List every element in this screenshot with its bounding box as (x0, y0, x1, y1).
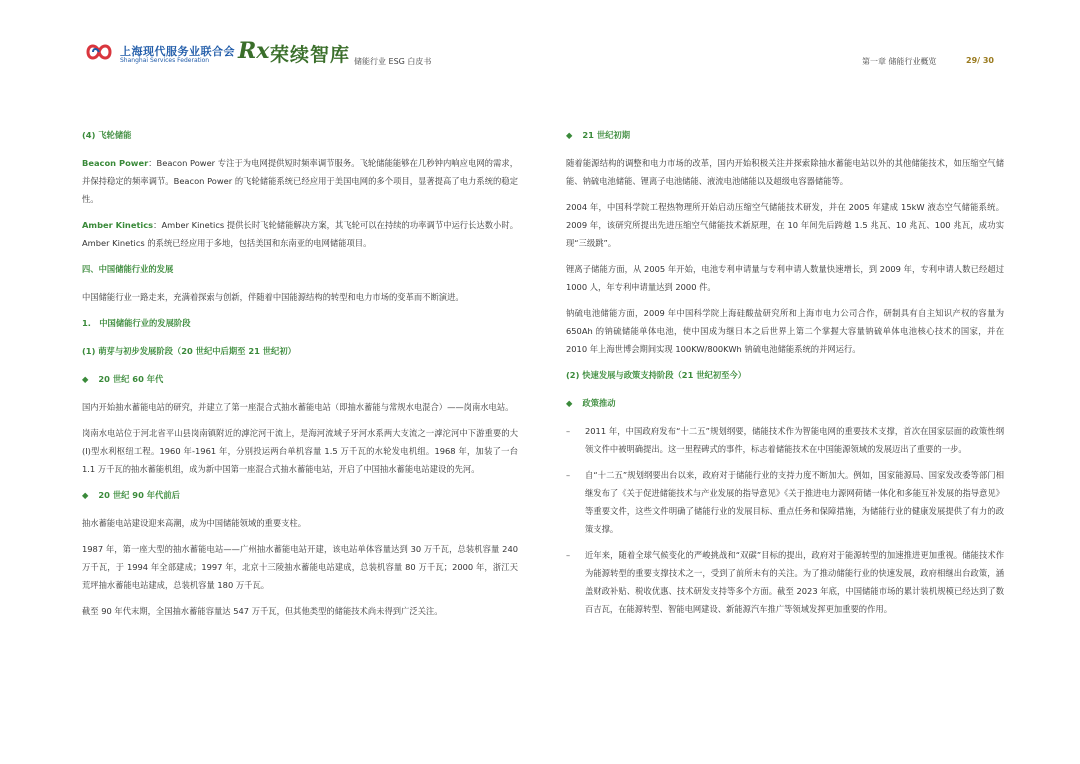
subsection-heading: ◆ 21 世纪初期 (566, 130, 631, 140)
paragraph: 锂离子储能方面，从 2005 年开始，电池专利申请量与专利申请人数量快速增长，到 2009 年，专利申请人数已经超过 1000 人，年专利申请量达到 2000 件。 (566, 264, 1004, 292)
paragraph: 岗南水电站位于河北省平山县岗南镇附近的滹沱河干流上，是海河流域子牙河水系两大支流之一滹沱河中下游重要的大(I)型水利枢纽工程。1960 年-1961 年，分别投运两台单机容量 1.5 万千瓦的水轮发电机组。1968 年，加装了一台 1.1 万千瓦的抽水蓄能机组，成为新中国第一座混合式抽水蓄能电站，开启了中国抽水蓄能电站建设的先河。 (82, 428, 518, 474)
keyword: Amber Kinetics (82, 220, 154, 230)
brand-name: 荣续智库 (270, 44, 351, 66)
paragraph: 钠硫电池储能方面，2009 年中国科学院上海硅酸盐研究所和上海市电力公司合作，研制具有自主知识产权的容量为 650Ah 的钠硫储能单体电池，使中国成为继日本之后世界上第二个掌握大容量钠硫单体电池核心技术的国家，并在 2010 年上海世博会期间实现 100KW/800KWh 钠硫电池储能系统的并网运行。 (566, 308, 1004, 354)
paragraph: 随着能源结构的调整和电力市场的改革，国内开始积极关注并探索除抽水蓄能电站以外的其他储能技术，如压缩空气储能、钠硫电池储能、锂离子电池储能、液流电池储能以及超级电容器储能等。 (566, 158, 1004, 186)
paragraph: 抽水蓄能电站建设迎来高潮，成为中国储能领域的重要支柱。 (82, 518, 307, 528)
paragraph: 1987 年，第一座大型的抽水蓄能电站——广州抽水蓄能电站开建，该电站单体容量达到 30 万千瓦，总装机容量 240 万千瓦，于 1994 年全部建成；1997 年，北京十三陵抽水蓄能电站建成，总装机容量 80 万千瓦；2000 年，浙江天荒坪抽水蓄能电站建成，总装机容量 180 万千瓦。 (82, 544, 518, 590)
diamond-bullet-icon: ◆ (566, 398, 573, 408)
section-heading: (2) 快速发展与政策支持阶段（21 世纪初至今） (566, 370, 747, 380)
paragraph: 2004 年，中国科学院工程热物理所开始启动压缩空气储能技术研发，并在 2005 年建成 15kW 液态空气储能系统。2009 年，该研究所提出先进压缩空气储能技术新原理，在 10 年间先后跨越 1.5 兆瓦、10 兆瓦、100 兆瓦，成功实现“三级跳”。 (566, 202, 1004, 248)
keyword: Beacon Power (82, 158, 149, 168)
rx-logo: Rx (238, 38, 270, 64)
paragraph: 截至 90 年代末期，全国抽水蓄能容量达 547 万千瓦，但其他类型的储能技术尚未得到广泛关注。 (82, 606, 443, 616)
section-heading: 1. 中国储能行业的发展阶段 (82, 318, 191, 328)
paragraph: 国内开始抽水蓄能电站的研究，并建立了第一座混合式抽水蓄能电站（即抽水蓄能与常规水电混合）——岗南水电站。 (82, 402, 514, 412)
section-heading: 四、中国储能行业的发展 (82, 264, 174, 274)
subsection-heading: ◆ 20 世纪 90 年代前后 (82, 490, 180, 500)
org-name-cn: 上海现代服务业联合会 (120, 45, 235, 58)
page-number: 29/ 30 (966, 56, 994, 65)
diamond-bullet-icon: ◆ (82, 490, 89, 500)
paragraph: 中国储能行业一路走来，充满着探索与创新，伴随着中国能源结构的转型和电力市场的变革而不断演进。 (82, 292, 464, 302)
chapter-title: 第一章 储能行业概览 (862, 57, 937, 66)
org-name-en: Shanghai Services Federation (120, 57, 210, 64)
subsection-heading: ◆ 20 世纪 60 年代 (82, 374, 164, 384)
diamond-bullet-icon: ◆ (566, 130, 573, 140)
page-header (0, 0, 1080, 90)
dash-list-item: – 近年来，随着全球气候变化的严峻挑战和“双碳”目标的提出，政府对于能源转型的加速推进更加重视。储能技术作为能源转型的重要支撑技术之一，受到了前所未有的关注。为了推动储能行业的快速发展，政府相继出台政策，涵盖财政补贴、税收优惠、技术研发支持等多个方面。截至 2023 年底，中国储能市场的累计装机规模已经达到了数百吉瓦，在能源转型、智能电网建设、新能源汽车推广等领域发挥更加重要的作用。 (566, 546, 1004, 618)
subsection-heading: ◆ 政策推动 (566, 398, 616, 408)
paragraph: Beacon Power：Beacon Power 专注于为电网提供短时频率调节服务。飞轮储能能够在几秒钟内响应电网的需求，并保持稳定的频率调节。Beacon Power 的飞轮储能系统已经应用于美国电网的多个项目，显著提高了电力系统的稳定性。 (82, 158, 518, 204)
section-heading: (4) 飞轮储能 (82, 130, 132, 140)
diamond-bullet-icon: ◆ (82, 374, 89, 384)
paragraph: Amber Kinetics：Amber Kinetics 提供长时飞轮储能解决方案，其飞轮可以在持续的功率调节中运行长达数小时。Amber Kinetics 的系统已经应用于多地，包括美国和东南亚的电网储能项目。 (82, 220, 518, 248)
right-column (566, 126, 1004, 626)
section-heading: (1) 萌芽与初步发展阶段（20 世纪中后期至 21 世纪初） (82, 346, 296, 356)
dash-list-item: – 自“十二五”规划纲要出台以来，政府对于储能行业的支持力度不断加大。例如，国家能源局、国家发改委等部门相继发布了《关于促进储能技术与产业发展的指导意见》《关于推进电力源网荷储一体化和多能互补发展的指导意见》等重要文件，这些文件明确了储能行业的发展目标、重点任务和保障措施，为储能行业的健康发展提供了有力的政策支撑。 (566, 466, 1004, 538)
federation-logo-icon (84, 40, 114, 64)
document-title: 储能行业 ESG 白皮书 (354, 57, 432, 66)
dash-list-item: – 2011 年，中国政府发布“十二五”规划纲要，储能技术作为智能电网的重要技术支撑，首次在国家层面的政策性纲领文件中被明确提出。这一里程碑式的事件，标志着储能技术在中国能源领域的发展迈出了重要的一步。 (566, 422, 1004, 458)
left-column (82, 126, 518, 628)
